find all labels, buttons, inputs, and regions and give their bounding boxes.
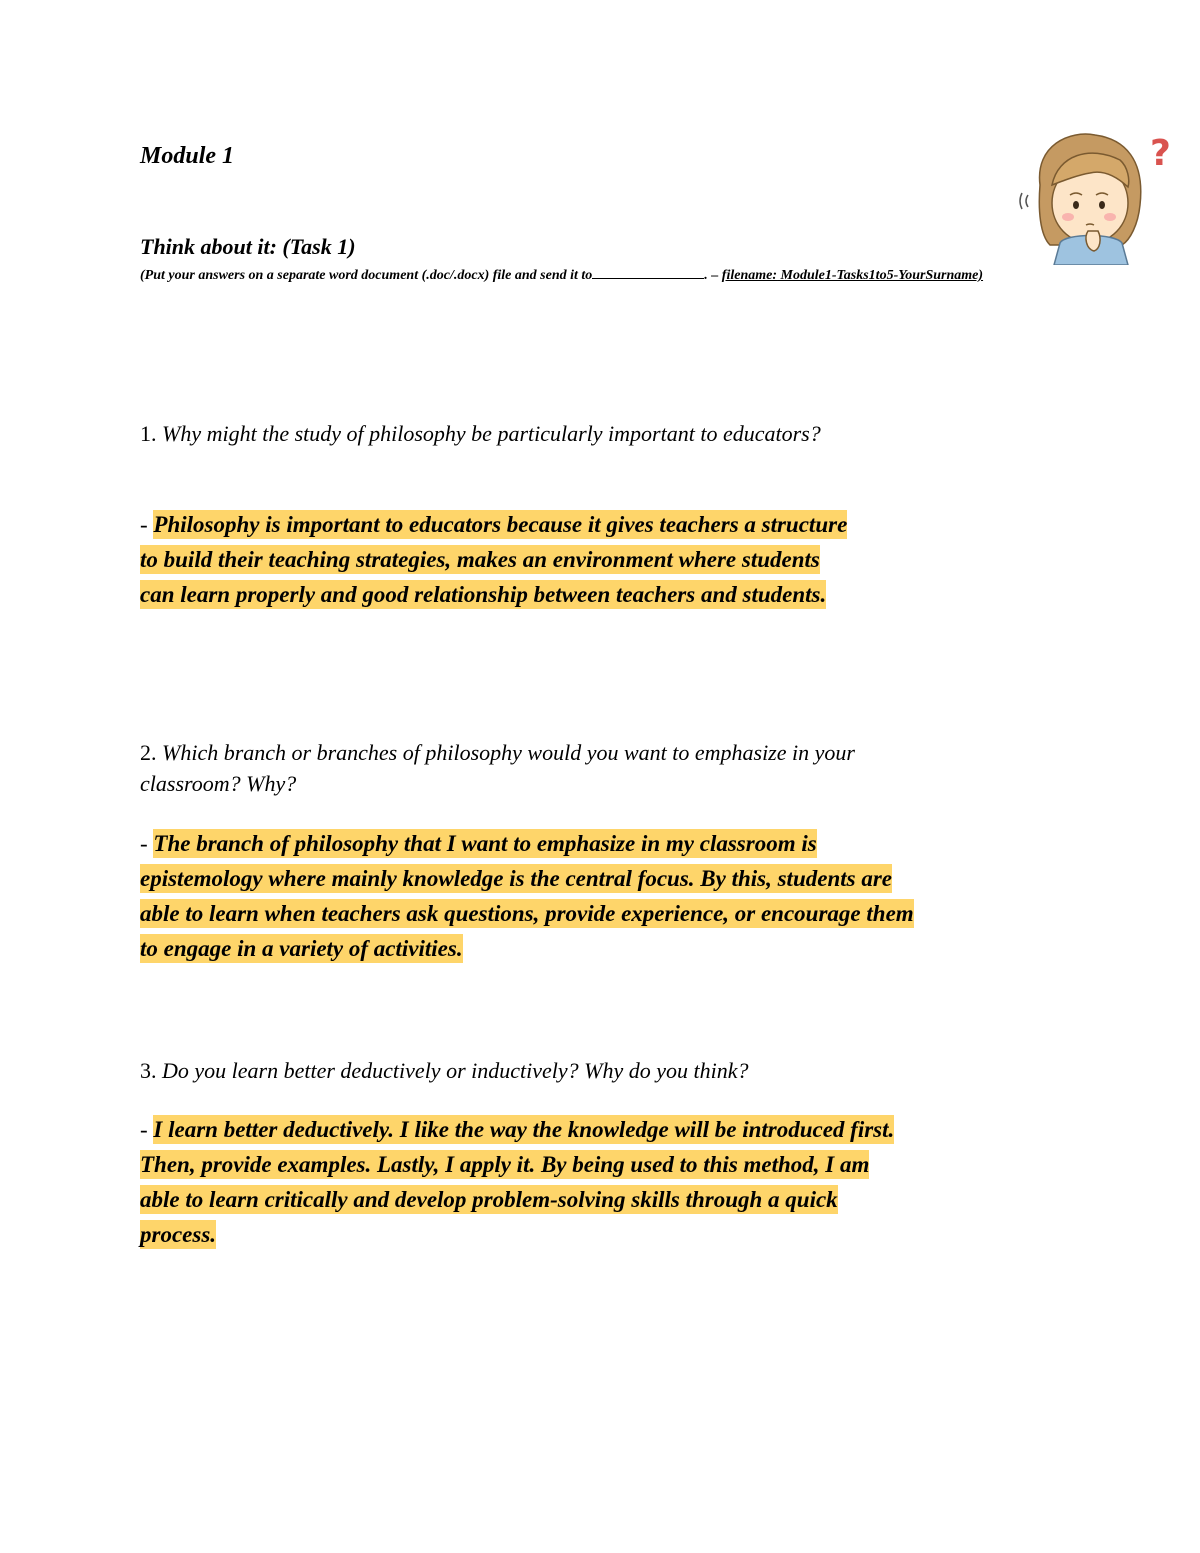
answer-text: I learn better deductively. I like the way the knowledge will be introduced first. Then, provide examples. Lastly, I apply it. By being used to this method, I am able to learn critically and develop problem-solving skills through a quick process. (140, 1117, 895, 1247)
answer-3 (140, 1112, 910, 1252)
answer-prefix: - (140, 512, 154, 537)
question-3 (140, 1055, 930, 1086)
instruction-dash: . – (704, 268, 722, 283)
svg-text:?: ? (1150, 133, 1171, 174)
answer-text: Philosophy is important to educators because it gives teachers a structure to build their teaching strategies, makes an environment where students can learn properly and good relationship between teachers and students. (140, 512, 848, 607)
question-number: 3. (140, 1058, 157, 1083)
thinking-girl-icon (1010, 125, 1180, 265)
answer-1 (140, 507, 860, 612)
email-blank (592, 266, 704, 279)
answer-2 (140, 826, 930, 966)
question-text: Why might the study of philosophy be particularly important to educators? (156, 421, 821, 446)
filename-label: filename: (721, 268, 778, 283)
answer-text: The branch of philosophy that I want to emphasize in my classroom is epistemology where mainly knowledge is the central focus. By this, students are able to learn when teachers ask questions, provide experience, or encourage them to engage in a variety of activities. (140, 831, 914, 961)
task-instruction (140, 266, 1020, 286)
answer-prefix: - (140, 1117, 154, 1142)
question-2 (140, 737, 930, 799)
answer-prefix: - (140, 831, 154, 856)
question-1 (140, 418, 930, 449)
instruction-prefix: (Put your answers on a separate word document (.doc/.docx) file and send it to (140, 268, 593, 283)
question-number: 2. (140, 740, 157, 765)
question-text: Do you learn better deductively or inductively? Why do you think? (156, 1058, 749, 1083)
task-title: Think about it: (Task 1) (140, 234, 356, 259)
filename-value: Module1-Tasks1to5-YourSurname) (777, 268, 984, 283)
question-number: 1. (140, 421, 157, 446)
module-title: Module 1 (140, 143, 235, 169)
question-text: Which branch or branches of philosophy would you want to emphasize in your classroom? Why? (140, 740, 855, 796)
